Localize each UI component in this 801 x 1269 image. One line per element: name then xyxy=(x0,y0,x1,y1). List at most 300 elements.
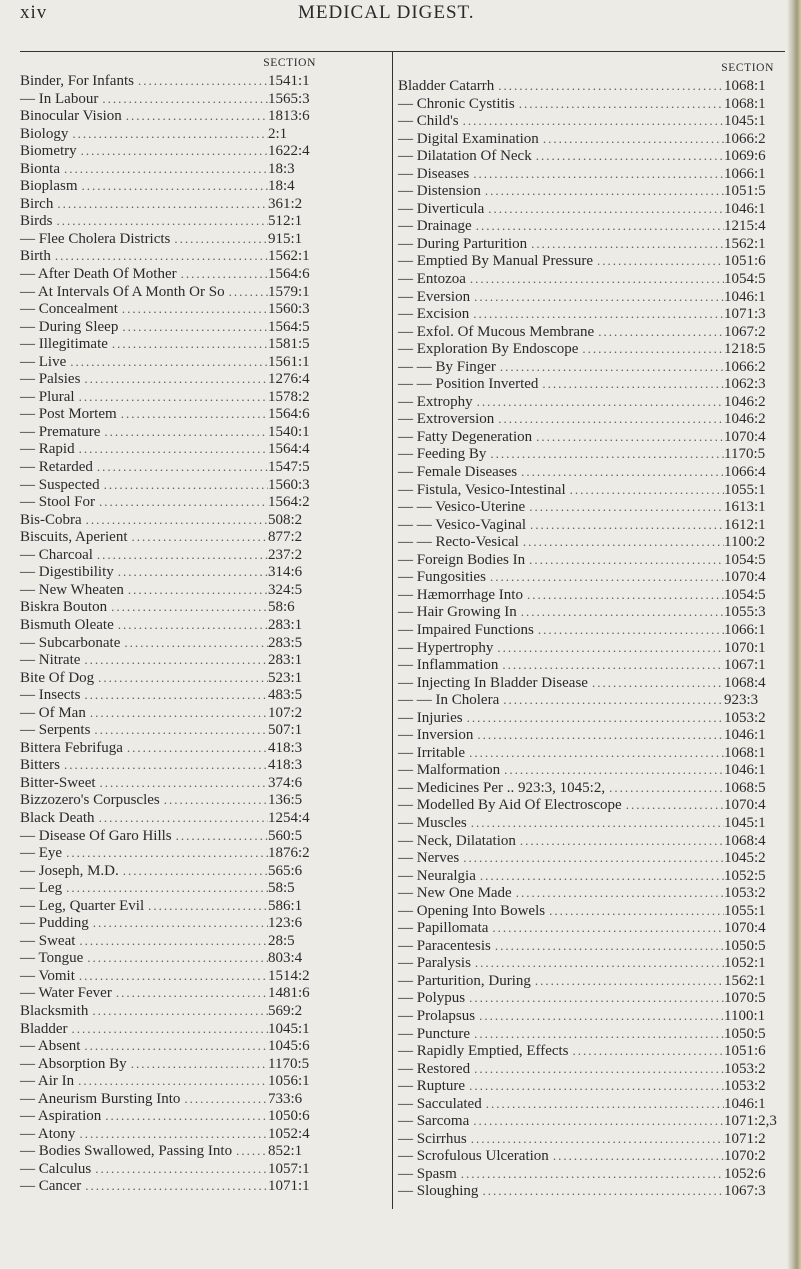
leader-dots xyxy=(98,90,268,108)
index-entry xyxy=(20,528,320,546)
leader-dots xyxy=(566,481,724,499)
index-entry xyxy=(20,177,320,195)
leader-dots xyxy=(512,884,724,902)
entry-section-number: 361:2 xyxy=(268,195,303,212)
leader-dots xyxy=(525,551,724,569)
leader-dots xyxy=(53,212,268,230)
entry-section-number: 1053:2 xyxy=(724,885,766,902)
index-entry xyxy=(398,989,776,1007)
index-entry xyxy=(20,142,320,160)
leader-dots xyxy=(486,445,724,463)
entry-label: — Digital Examination xyxy=(398,130,539,147)
index-entry xyxy=(20,1037,320,1055)
leader-dots xyxy=(96,774,268,792)
leader-dots xyxy=(465,989,724,1007)
entry-section-number: 1052:5 xyxy=(724,867,766,884)
entry-label: — — Vesico-Vaginal xyxy=(398,516,527,533)
entry-label: — Joseph, M.D. xyxy=(20,862,119,879)
index-entry xyxy=(398,1147,776,1165)
entry-section-number: 1055:3 xyxy=(724,604,766,621)
leader-dots xyxy=(534,621,724,639)
index-entry xyxy=(398,1060,776,1078)
entry-label: — Entozoa xyxy=(398,271,466,288)
leader-dots xyxy=(469,1112,724,1130)
entry-section-number: 1067:1 xyxy=(724,657,766,674)
entry-label: Bitter-Sweet xyxy=(20,774,96,791)
entry-section-number: 1071:1 xyxy=(268,1178,310,1195)
leader-dots xyxy=(470,1060,724,1078)
index-entry xyxy=(398,709,776,727)
leader-dots xyxy=(108,335,268,353)
index-entry xyxy=(398,410,776,428)
entry-section-number: 923:3 xyxy=(724,692,759,709)
index-entry xyxy=(398,165,776,183)
entry-label: Biscuits, Aperient xyxy=(20,529,128,546)
entry-section-number: 1540:1 xyxy=(268,423,310,440)
index-entry xyxy=(20,634,320,652)
index-entry xyxy=(20,493,320,511)
index-entry xyxy=(20,721,320,739)
entry-section-number: 1070:2 xyxy=(724,1148,766,1165)
index-entry xyxy=(398,130,776,148)
index-entry xyxy=(398,1077,776,1095)
entry-section-number: 1541:1 xyxy=(268,73,310,89)
leader-dots xyxy=(101,1107,268,1125)
entry-section-number: 1046:1 xyxy=(724,727,766,744)
index-entry xyxy=(398,1165,776,1183)
index-entry xyxy=(398,568,776,586)
leader-dots xyxy=(100,476,268,494)
entry-label: — Digestibility xyxy=(20,564,114,581)
index-entry xyxy=(398,323,776,341)
entry-label: — Dilatation Of Neck xyxy=(398,148,532,165)
leader-dots xyxy=(89,914,268,932)
entry-label: Binocular Vision xyxy=(20,108,122,125)
entry-section-number: 1579:1 xyxy=(268,283,310,300)
index-entry xyxy=(20,405,320,423)
entry-section-number: 1067:3 xyxy=(724,1183,766,1200)
index-entry xyxy=(20,1107,320,1125)
leader-dots xyxy=(94,669,268,687)
leader-dots xyxy=(75,1125,268,1143)
entry-section-number: 1054:5 xyxy=(724,551,766,568)
index-entry xyxy=(20,932,320,950)
index-entry xyxy=(20,1160,320,1178)
entry-section-number: 1560:3 xyxy=(268,301,310,318)
leader-dots xyxy=(538,375,724,393)
leader-dots xyxy=(86,704,268,722)
entry-section-number: 1051:6 xyxy=(724,253,766,270)
entry-label: Bizzozero's Corpuscles xyxy=(20,792,160,809)
leader-dots xyxy=(134,72,268,90)
entry-label: Bladder Catarrh xyxy=(398,78,495,94)
leader-dots xyxy=(494,77,724,95)
leader-dots xyxy=(180,1090,268,1108)
leader-dots xyxy=(95,809,268,827)
leader-dots xyxy=(60,160,268,178)
entry-label: — Extrophy xyxy=(398,393,473,410)
entry-label: Bionta xyxy=(20,160,60,177)
index-entry xyxy=(398,463,776,481)
index-entry xyxy=(20,160,320,178)
entry-section-number: 560:5 xyxy=(268,827,303,844)
leader-dots xyxy=(114,616,268,634)
index-entry xyxy=(398,656,776,674)
leader-dots xyxy=(523,586,724,604)
index-entry xyxy=(20,265,320,283)
leader-dots xyxy=(472,217,724,235)
entry-section-number: 915:1 xyxy=(268,230,303,247)
entry-label: — Sacculated xyxy=(398,1095,482,1112)
index-entry xyxy=(398,726,776,744)
leader-dots xyxy=(88,1002,268,1020)
leader-dots xyxy=(144,897,268,915)
entry-label: — Puncture xyxy=(398,1025,471,1042)
entry-section-number: 507:1 xyxy=(268,722,303,739)
entry-label: — Nitrate xyxy=(20,652,81,669)
index-entry xyxy=(20,353,320,371)
entry-section-number: 1068:1 xyxy=(724,78,766,94)
entry-section-number: 565:6 xyxy=(268,862,303,879)
index-entry xyxy=(20,809,320,827)
index-entry xyxy=(398,305,776,323)
leader-dots xyxy=(100,423,268,441)
entry-label: — Subcarbonate xyxy=(20,634,121,651)
entry-section-number: 1068:4 xyxy=(724,674,766,691)
entry-label: — Exfol. Of Mucous Membrane xyxy=(398,323,595,340)
entry-section-number: 324:5 xyxy=(268,581,303,598)
entry-label: Bis-Cobra xyxy=(20,511,82,528)
leader-dots xyxy=(124,581,268,599)
entry-section-number: 1051:6 xyxy=(724,1043,766,1060)
entry-label: — Sloughing xyxy=(398,1183,479,1200)
entry-section-number: 1170:5 xyxy=(268,1055,310,1072)
entry-section-number: 1218:5 xyxy=(724,341,766,358)
entry-label: — Feeding By xyxy=(398,446,487,463)
entry-section-number: 852:1 xyxy=(268,1143,303,1160)
entry-section-number: 508:2 xyxy=(268,511,303,528)
right-column xyxy=(398,55,776,1200)
leader-dots xyxy=(525,498,724,516)
entry-section-number: 569:2 xyxy=(268,1002,303,1019)
leader-dots xyxy=(170,230,268,248)
index-entry xyxy=(20,476,320,494)
entry-section-number: 523:1 xyxy=(268,669,303,686)
entry-label: Bite Of Dog xyxy=(20,669,95,686)
entry-label: — Aspiration xyxy=(20,1108,102,1125)
index-entry xyxy=(398,340,776,358)
index-entry xyxy=(398,954,776,972)
index-entry xyxy=(398,884,776,902)
entry-section-number: 1215:4 xyxy=(724,218,766,235)
index-entry xyxy=(20,423,320,441)
entry-label: — Palsies xyxy=(20,371,81,388)
leader-dots xyxy=(465,1077,724,1095)
index-entry xyxy=(398,919,776,937)
entry-section-number: 1100:1 xyxy=(724,1007,766,1024)
left-column xyxy=(20,55,320,1195)
entry-section-number: 1056:1 xyxy=(268,1073,310,1090)
entry-label: — Hæmorrhage Into xyxy=(398,586,523,603)
index-entry xyxy=(398,867,776,885)
index-entry xyxy=(398,1112,776,1130)
leader-dots xyxy=(225,283,268,301)
leader-dots xyxy=(67,1020,268,1038)
entry-section-number: 1055:1 xyxy=(724,902,766,919)
entry-section-number: 1057:1 xyxy=(268,1160,310,1177)
entry-label: — Live xyxy=(20,353,67,370)
entry-section-number: 1581:5 xyxy=(268,336,310,353)
entry-label: — Rapidly Emptied, Effects xyxy=(398,1043,569,1060)
leader-dots xyxy=(476,867,724,885)
entry-section-number: 512:1 xyxy=(268,213,303,230)
index-entry xyxy=(398,147,776,165)
entry-label: — Child's xyxy=(398,113,459,130)
entry-label: — Aneurism Bursting Into xyxy=(20,1090,181,1107)
entry-section-number: 1564:4 xyxy=(268,441,310,458)
entry-label: — Serpents xyxy=(20,722,91,739)
index-entry xyxy=(20,616,320,634)
page-edge xyxy=(787,0,801,1269)
entry-label: — Insects xyxy=(20,687,81,704)
leader-dots xyxy=(465,744,724,762)
leader-dots xyxy=(80,651,268,669)
entry-section-number: 1045:1 xyxy=(724,113,766,130)
index-entry xyxy=(398,498,776,516)
leader-dots xyxy=(128,528,269,546)
leader-dots xyxy=(160,791,268,809)
entry-label: Biskra Bouton xyxy=(20,599,108,616)
index-entry xyxy=(20,90,320,108)
index-entry xyxy=(398,551,776,569)
index-entry xyxy=(398,586,776,604)
entry-section-number: 1050:6 xyxy=(268,1108,310,1125)
entry-section-number: 283:1 xyxy=(268,652,303,669)
index-entry xyxy=(20,1072,320,1090)
entry-section-number: 1070:1 xyxy=(724,639,766,656)
leader-dots xyxy=(114,563,268,581)
index-entry xyxy=(398,428,776,446)
entry-label: — Paralysis xyxy=(398,955,471,972)
index-entry xyxy=(398,621,776,639)
entry-section-number: 1070:4 xyxy=(724,569,766,586)
entry-section-number: 1045:2 xyxy=(724,850,766,867)
entry-label: — Bodies Swallowed, Passing Into xyxy=(20,1143,233,1160)
index-entry xyxy=(398,744,776,762)
leader-dots xyxy=(569,1042,724,1060)
index-entry xyxy=(398,779,776,797)
leader-dots xyxy=(74,1072,268,1090)
column-divider xyxy=(392,51,393,1209)
entry-label: — Nerves xyxy=(398,850,460,867)
leader-dots xyxy=(459,849,724,867)
index-entry xyxy=(20,774,320,792)
leader-dots xyxy=(467,1130,724,1148)
index-entry xyxy=(20,1142,320,1160)
index-entry xyxy=(20,897,320,915)
index-entry xyxy=(20,1125,320,1143)
leader-dots xyxy=(481,182,724,200)
entry-section-number: 18:3 xyxy=(268,160,295,177)
leader-dots xyxy=(469,305,724,323)
entry-section-number: 1564:2 xyxy=(268,494,310,511)
entry-section-number: 1054:5 xyxy=(724,271,766,288)
index-entry xyxy=(398,691,776,709)
entry-label: — Fungosities xyxy=(398,569,486,586)
index-entry xyxy=(20,388,320,406)
entry-section-number: 1053:2 xyxy=(724,709,766,726)
index-entry xyxy=(20,1177,320,1195)
leader-dots xyxy=(531,972,724,990)
entry-label: — Injecting In Bladder Disease xyxy=(398,674,588,691)
index-entry xyxy=(20,967,320,985)
leader-dots xyxy=(62,879,268,897)
index-entry xyxy=(20,756,320,774)
index-entry xyxy=(20,1002,320,1020)
entry-label: — Calculus xyxy=(20,1160,92,1177)
leader-dots xyxy=(475,1007,724,1025)
entry-section-number: 1560:3 xyxy=(268,476,310,493)
entry-label: — — Vesico-Uterine xyxy=(398,499,526,516)
entry-section-number: 1046:2 xyxy=(724,393,766,410)
index-entry xyxy=(20,949,320,967)
leader-dots xyxy=(68,125,268,143)
entry-section-number: 1045:1 xyxy=(724,814,766,831)
entry-label: — Neuralgia xyxy=(398,867,476,884)
entry-label: — Impaired Functions xyxy=(398,621,534,638)
entry-label: — New One Made xyxy=(398,885,512,902)
index-entry xyxy=(398,200,776,218)
entry-section-number: 58:5 xyxy=(268,880,295,897)
index-entry xyxy=(398,1042,776,1060)
leader-dots xyxy=(470,288,724,306)
index-entry xyxy=(398,217,776,235)
entry-label: — Opening Into Bowels xyxy=(398,902,546,919)
index-entry xyxy=(20,458,320,476)
entry-section-number: 1561:1 xyxy=(268,353,310,370)
entry-label: — Concealment xyxy=(20,301,118,318)
entry-section-number: 586:1 xyxy=(268,897,303,914)
entry-section-number: 136:5 xyxy=(268,792,303,809)
entry-section-number: 1053:2 xyxy=(724,1060,766,1077)
index-entry xyxy=(20,686,320,704)
entry-section-number: 1052:1 xyxy=(724,955,766,972)
index-entry xyxy=(398,902,776,920)
leader-dots xyxy=(605,779,724,797)
entry-label: — Leg, Quarter Evil xyxy=(20,897,145,914)
entry-section-number: 237:2 xyxy=(268,546,303,563)
entry-label: — Paracentesis xyxy=(398,937,491,954)
leader-dots xyxy=(75,932,268,950)
index-entry xyxy=(398,603,776,621)
entry-label: — Post Mortem xyxy=(20,406,117,423)
index-entry xyxy=(398,1025,776,1043)
index-entry xyxy=(20,739,320,757)
entry-section-number: 1046:1 xyxy=(724,762,766,779)
entry-label: — Female Diseases xyxy=(398,464,518,481)
entry-section-number: 1068:1 xyxy=(724,95,766,112)
leader-dots xyxy=(526,516,724,534)
entry-label: — — Recto-Vesical xyxy=(398,534,519,551)
entry-section-number: 1068:4 xyxy=(724,832,766,849)
entry-label: — Diverticula xyxy=(398,200,485,217)
entry-label: — Malformation xyxy=(398,762,501,779)
entry-section-number: 283:1 xyxy=(268,616,303,633)
index-entry xyxy=(398,270,776,288)
entry-label: Bittera Febrifuga xyxy=(20,739,123,756)
entry-label: — Hair Growing In xyxy=(398,604,517,621)
entry-section-number: 1052:6 xyxy=(724,1165,766,1182)
entry-label: — Neck, Dilatation xyxy=(398,832,516,849)
entry-section-number: 1170:5 xyxy=(724,446,766,463)
entry-label: — Atony xyxy=(20,1125,76,1142)
entry-section-number: 1046:2 xyxy=(724,411,766,428)
index-entry xyxy=(398,445,776,463)
entry-section-number: 1053:2 xyxy=(724,1078,766,1095)
page-title: MEDICAL DIGEST. xyxy=(298,2,475,23)
index-entry xyxy=(20,1090,320,1108)
entry-label: — During Sleep xyxy=(20,318,119,335)
entry-label: — Irritable xyxy=(398,744,466,761)
leader-dots xyxy=(484,200,724,218)
index-entry xyxy=(20,669,320,687)
leader-dots xyxy=(493,639,724,657)
index-entry xyxy=(20,107,320,125)
leader-dots xyxy=(127,1055,268,1073)
entry-section-number: 1055:1 xyxy=(724,481,766,498)
entry-label: Bladder xyxy=(20,1020,68,1037)
entry-section-number: 1565:3 xyxy=(268,90,310,107)
entry-section-number: 1068:1 xyxy=(724,744,766,761)
leader-dots xyxy=(77,142,268,160)
entry-label: — Emptied By Manual Pressure xyxy=(398,253,593,270)
index-entry xyxy=(398,481,776,499)
entry-section-number: 1564:6 xyxy=(268,406,310,423)
entry-section-number: 1066:2 xyxy=(724,130,766,147)
entry-label: — Disease Of Garo Hills xyxy=(20,827,172,844)
index-entry xyxy=(398,1095,776,1113)
entry-section-number: 1045:6 xyxy=(268,1038,310,1055)
leader-dots xyxy=(107,598,268,616)
entry-label: — Eye xyxy=(20,845,63,862)
leader-dots xyxy=(545,902,724,920)
index-entry xyxy=(398,761,776,779)
entry-section-number: 1612:1 xyxy=(724,516,766,533)
entry-section-number: 1254:4 xyxy=(268,809,310,826)
leader-dots xyxy=(51,247,268,265)
leader-dots xyxy=(177,265,268,283)
entry-label: — Exploration By Endoscope xyxy=(398,341,579,358)
entry-label: Black Death xyxy=(20,809,95,826)
section-heading: SECTION xyxy=(721,62,774,74)
entry-label: — Rapid xyxy=(20,441,75,458)
entry-label: — New Wheaten xyxy=(20,581,124,598)
leader-dots xyxy=(517,463,724,481)
index-entry xyxy=(398,77,776,95)
entry-label: Binder, For Infants xyxy=(20,73,134,89)
index-entry xyxy=(20,511,320,529)
index-entry xyxy=(20,791,320,809)
leader-dots xyxy=(78,177,268,195)
section-heading: SECTION xyxy=(263,57,316,69)
leader-dots xyxy=(488,919,724,937)
leader-dots xyxy=(93,458,268,476)
index-entry xyxy=(20,862,320,880)
index-entry xyxy=(20,827,320,845)
index-entry xyxy=(398,393,776,411)
entry-label: — Water Fever xyxy=(20,985,112,1002)
leader-dots xyxy=(594,323,724,341)
